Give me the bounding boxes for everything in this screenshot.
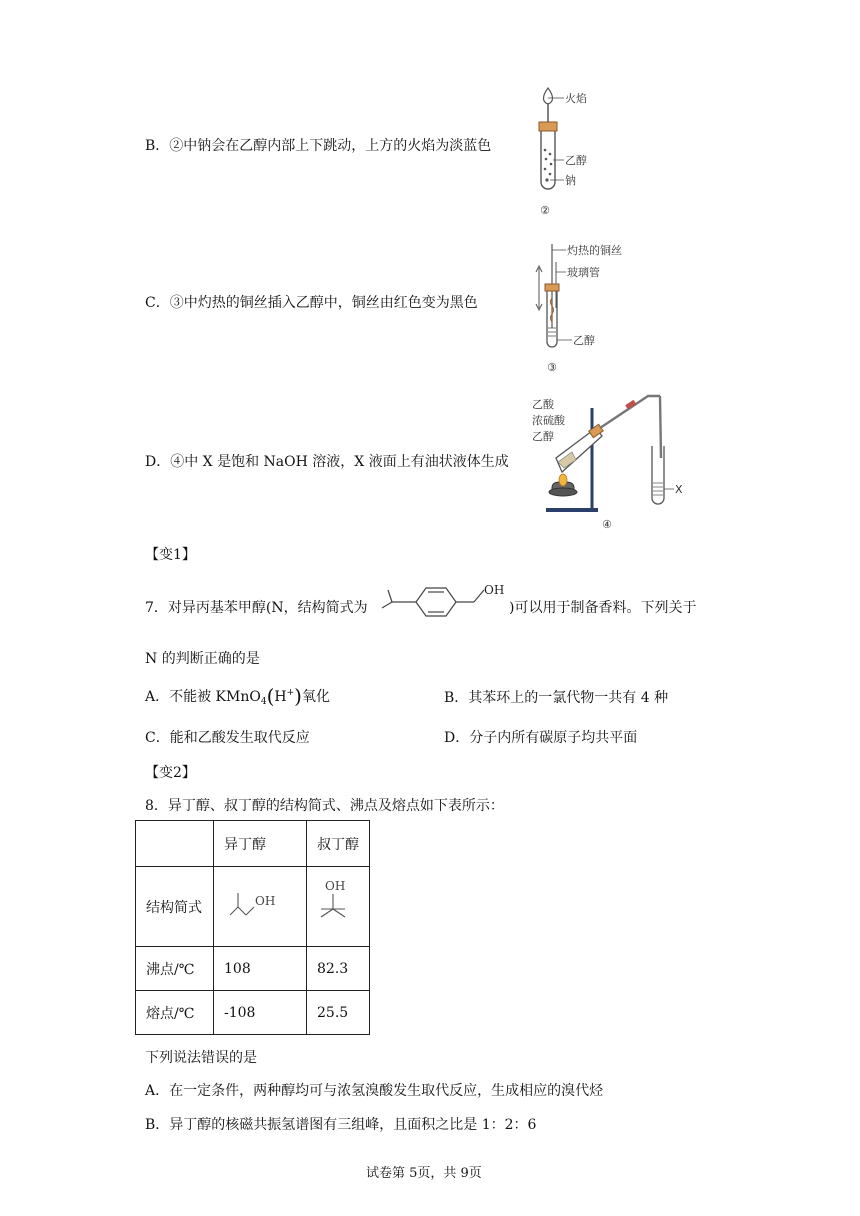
tert-butanol-structure — [317, 877, 361, 933]
table-row — [136, 947, 370, 991]
n-structure-formula — [380, 580, 510, 636]
figure-number: ③ — [547, 361, 557, 374]
q8-option-b: B．异丁醇的核磁共振氢谱图有三组峰，且面积之比是 1：2：6 — [145, 1117, 537, 1133]
variant-1-tag: 【变1】 — [145, 547, 196, 563]
question-7-part2: )可以用于制备香料。下列关于 — [509, 600, 697, 616]
isobutanol-boiling-point: 108 — [214, 947, 307, 991]
table-row — [136, 991, 370, 1035]
figure-3-copper-wire — [530, 238, 640, 378]
header-tert-butanol: 叔丁醇 — [307, 821, 370, 867]
isobutanol-melting-point: -108 — [214, 991, 307, 1035]
figure-2-sodium-ethanol — [520, 80, 610, 220]
q7-option-d: D．分子内所有碳原子均共平面 — [444, 730, 638, 746]
question-7-part1: 7．对异丙基苯甲醇(N，结构简式为 — [145, 600, 368, 616]
ethanol-label: 乙醇 — [565, 154, 587, 167]
flame-shape — [544, 88, 553, 104]
figure-number: ④ — [602, 518, 612, 531]
option-b-text: B．②中钠会在乙醇内部上下跳动，上方的火焰为淡蓝色 — [145, 138, 492, 154]
row-label-boiling-point: 沸点/℃ — [136, 947, 214, 991]
figure-4-esterification-apparatus — [528, 388, 698, 536]
q7-option-a: A．不能被 KMnO$_4$(H+)氧化 — [145, 684, 330, 708]
table-header-row — [136, 821, 370, 867]
figure-number: ② — [540, 204, 550, 217]
flame-label: 火焰 — [565, 92, 587, 105]
sodium-label: 钠 — [565, 174, 576, 187]
oh-group-label: OH — [484, 583, 505, 597]
table-row — [136, 867, 370, 947]
tube-label: 玻璃管 — [567, 266, 600, 279]
tert-butanol-boiling-point: 82.3 — [307, 947, 370, 991]
sulfuric-acid-label: 浓硫酸 — [532, 414, 565, 427]
variant-2-tag: 【变2】 — [145, 765, 196, 781]
svg-text:OH: OH — [255, 893, 276, 908]
option-c-text: C．③中灼热的铜丝插入乙醇中，铜丝由红色变为黑色 — [145, 295, 478, 311]
row-label-structure: 结构简式 — [136, 867, 214, 947]
tert-butanol-melting-point: 25.5 — [307, 991, 370, 1035]
acetic-acid-label: 乙酸 — [532, 398, 554, 411]
svg-text:OH: OH — [325, 878, 346, 893]
x-label: X — [675, 483, 683, 496]
header-isobutanol: 异丁醇 — [214, 821, 307, 867]
row-label-melting-point: 熔点/℃ — [136, 991, 214, 1035]
isobutanol-structure — [224, 881, 288, 929]
q7-option-b: B．其苯环上的一氯代物一共有 4 种 — [444, 690, 669, 706]
stand-base — [546, 508, 598, 512]
stopper — [539, 122, 557, 131]
delivery-tube — [600, 396, 660, 428]
ethanol-label: 乙醇 — [532, 430, 554, 443]
q8-option-a: A．在一定条件，两种醇均可与浓氢溴酸发生取代反应，生成相应的溴代烃 — [145, 1083, 604, 1099]
question-8-prompt: 下列说法错误的是 — [145, 1050, 257, 1066]
tert-butanol-structure-cell — [307, 867, 370, 947]
isobutanol-structure-cell — [214, 867, 307, 947]
option-d-text: D．④中 X 是饱和 NaOH 溶液，X 液面上有油状液体生成 — [145, 454, 509, 470]
wire-label: 灼热的铜丝 — [567, 244, 622, 257]
question-8-text: 8．异丁醇、叔丁醇的结构简式、沸点及熔点如下表所示： — [145, 798, 504, 814]
ethanol-label: 乙醇 — [573, 334, 595, 347]
question-7-line2: N 的判断正确的是 — [145, 651, 260, 667]
page-footer: 试卷第 5页，共 9页 — [366, 1166, 482, 1181]
alcohol-properties-table — [135, 820, 370, 1035]
q7-option-c: C．能和乙酸发生取代反应 — [145, 730, 310, 746]
